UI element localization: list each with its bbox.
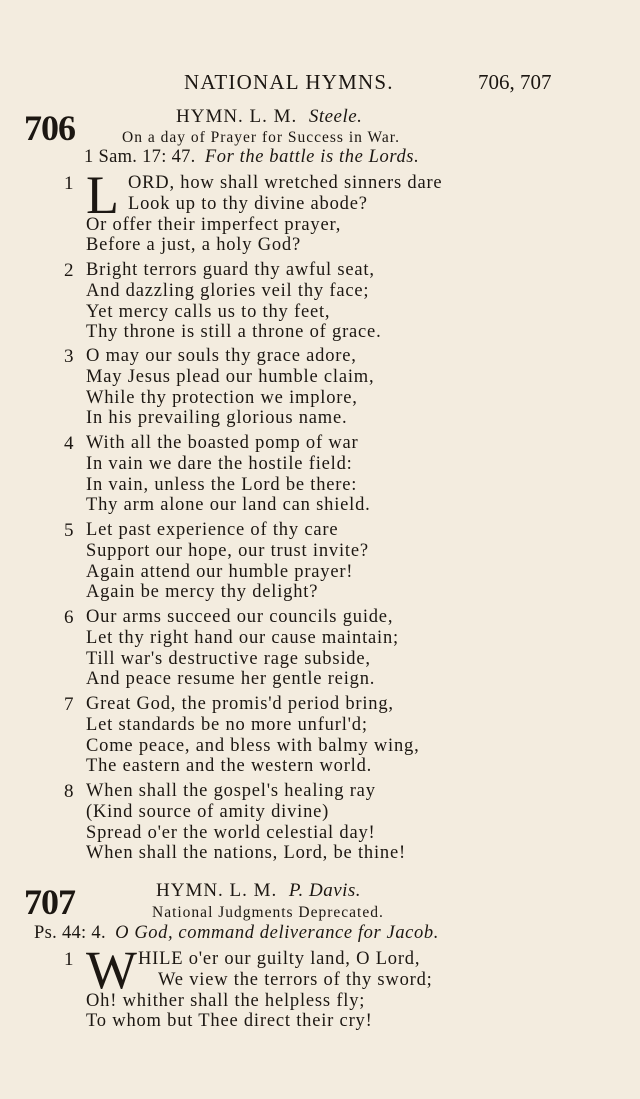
stanza-number: 7 bbox=[64, 694, 74, 715]
running-header-title: NATIONAL HYMNS. bbox=[184, 70, 394, 94]
verse-line: Let past experience of thy care bbox=[86, 520, 339, 540]
scripture-verse bbox=[84, 147, 419, 168]
stanza-number: 6 bbox=[64, 607, 74, 628]
hymn-number: 706 bbox=[24, 108, 75, 148]
drop-cap: W bbox=[86, 940, 137, 1000]
verse-line: To whom but Thee direct their cry! bbox=[86, 1011, 373, 1031]
stanza-number: 8 bbox=[64, 781, 74, 802]
verse-line: Look up to thy divine abode? bbox=[128, 194, 368, 214]
verse-line: And peace resume her gentle reign. bbox=[86, 669, 376, 689]
verse-line: Till war's destructive rage subside, bbox=[86, 649, 371, 669]
running-header-page-numbers: 706, 707 bbox=[478, 70, 552, 94]
verse-line: May Jesus plead our humble claim, bbox=[86, 367, 375, 387]
hymn-occasion: National Judgments Deprecated. bbox=[152, 904, 384, 921]
verse-line: And dazzling glories veil thy face; bbox=[86, 281, 370, 301]
hymn-occasion: On a day of Prayer for Success in War. bbox=[122, 129, 400, 146]
verse-line: ORD, how shall wretched sinners dare bbox=[128, 173, 443, 193]
verse-line: Great God, the promis'd period bring, bbox=[86, 694, 394, 714]
verse-line: O may our souls thy grace adore, bbox=[86, 346, 357, 366]
stanza-number: 2 bbox=[64, 260, 74, 281]
verse-line: In his prevailing glorious name. bbox=[86, 408, 348, 428]
verse-line: Let thy right hand our cause maintain; bbox=[86, 628, 399, 648]
verse-line: Spread o'er the world celestial day! bbox=[86, 823, 376, 843]
verse-line: Oh! whither shall the helpless fly; bbox=[86, 991, 366, 1011]
verse-line: (Kind source of amity divine) bbox=[86, 802, 330, 822]
scripture-quote: For the battle is the Lords. bbox=[204, 147, 420, 167]
hymn-author: Steele. bbox=[308, 106, 363, 127]
verse-line: In vain we dare the hostile field: bbox=[86, 454, 353, 474]
stanza-number: 5 bbox=[64, 520, 74, 541]
verse-line: We view the terrors of thy sword; bbox=[158, 970, 433, 990]
hymn-author: P. Davis. bbox=[288, 880, 362, 901]
verse-line: Yet mercy calls us to thy feet, bbox=[86, 302, 331, 322]
verse-line: The eastern and the western world. bbox=[86, 756, 373, 776]
stanza-number: 1 bbox=[64, 173, 74, 194]
verse-line: Support our hope, our trust invite? bbox=[86, 541, 369, 561]
hymn-heading bbox=[156, 880, 361, 902]
verse-line: Our arms succeed our councils guide, bbox=[86, 607, 394, 627]
stanza-number: 1 bbox=[64, 949, 74, 970]
verse-line: When shall the gospel's healing ray bbox=[86, 781, 376, 801]
verse-line: Come peace, and bless with balmy wing, bbox=[86, 736, 420, 756]
verse-line: Let standards be no more unfurl'd; bbox=[86, 715, 368, 735]
stanza-number: 3 bbox=[64, 346, 74, 367]
verse-line: In vain, unless the Lord be there: bbox=[86, 475, 358, 495]
scripture-quote: O God, command deliverance for Jacob. bbox=[115, 923, 439, 943]
verse-line: With all the boasted pomp of war bbox=[86, 433, 359, 453]
verse-line: Thy arm alone our land can shield. bbox=[86, 495, 371, 515]
hymn-meter: HYMN. L. M. bbox=[156, 880, 278, 901]
stanza-number: 4 bbox=[64, 433, 74, 454]
scripture-reference: 1 Sam. 17: 47. bbox=[84, 147, 196, 167]
verse-line: Again be mercy thy delight? bbox=[86, 582, 319, 602]
hymn-heading bbox=[176, 106, 362, 128]
drop-cap: L bbox=[86, 165, 119, 225]
verse-line: Or offer their imperfect prayer, bbox=[86, 215, 342, 235]
verse-line: HILE o'er our guilty land, O Lord, bbox=[138, 949, 421, 969]
verse-line: Again attend our humble prayer! bbox=[86, 562, 354, 582]
verse-line: When shall the nations, Lord, be thine! bbox=[86, 843, 406, 863]
hymn-meter: HYMN. L. M. bbox=[176, 106, 298, 127]
verse-line: Before a just, a holy God? bbox=[86, 235, 301, 255]
hymn-number: 707 bbox=[24, 882, 75, 922]
verse-line: While thy protection we implore, bbox=[86, 388, 358, 408]
verse-line: Thy throne is still a throne of grace. bbox=[86, 322, 382, 342]
verse-line: Bright terrors guard thy awful seat, bbox=[86, 260, 375, 280]
scripture-reference: Ps. 44: 4. bbox=[34, 923, 106, 943]
